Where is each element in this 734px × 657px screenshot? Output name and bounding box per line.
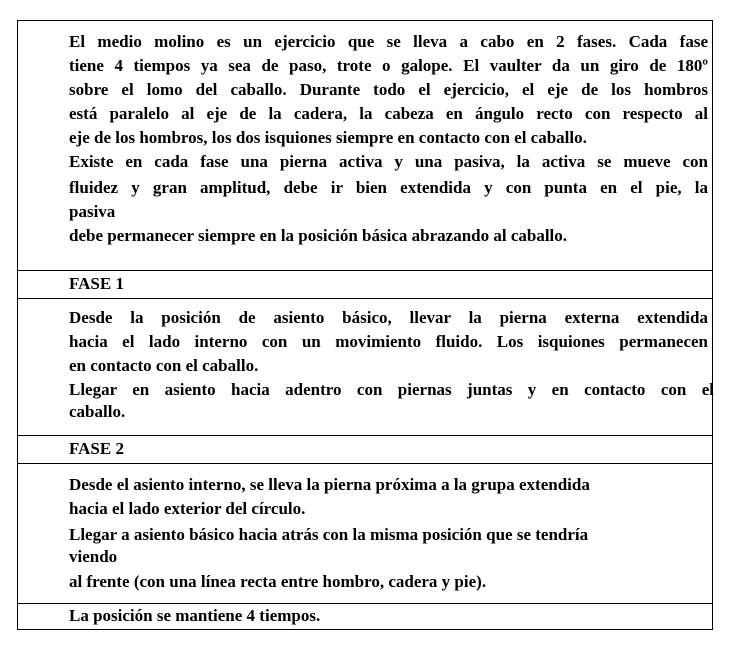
phase2-line-4: viendo	[69, 547, 118, 566]
intro-line-7: fluidez y gran amplitud, debe ir bien extendida y con punta en el pie, la	[69, 178, 708, 197]
intro-line-5: eje de los hombros, los dos isquiones siempre en contacto con el caballo.	[69, 128, 587, 147]
phase2-heading-cell	[18, 436, 712, 464]
closing-cell	[18, 604, 712, 631]
phase2-heading: FASE 2	[69, 439, 124, 458]
phase1-heading-cell	[18, 271, 712, 299]
intro-line-6: Existe en cada fase una pierna activa y una pasiva, la activa se mueve con	[69, 152, 708, 171]
exercise-description-table	[17, 20, 713, 630]
intro-line-8: pasiva	[69, 202, 116, 221]
phase1-line-4: Llegar en asiento hacia adentro con piernas juntas y en contacto con el	[69, 380, 714, 399]
phase2-line-3: Llegar a asiento básico hacia atrás con la misma posición que se tendría	[69, 525, 589, 544]
intro-line-3: sobre el lomo del caballo. Durante todo el ejercicio, el eje de los hombros	[69, 80, 708, 99]
intro-line-2: tiene 4 tiempos ya sea de paso, trote o galope. El vaulter da un giro de 180º	[69, 56, 708, 75]
phase1-heading: FASE 1	[69, 274, 124, 293]
phase1-line-1: Desde la posición de asiento básico, llevar la pierna externa extendida	[69, 308, 708, 327]
phase1-line-2: hacia el lado interno con un movimiento fluido. Los isquiones permanecen	[69, 332, 708, 351]
intro-line-4: está paralelo al eje de la cadera, la cabeza en ángulo recto con respecto al	[69, 104, 708, 123]
intro-line-9: debe permanecer siempre en la posición básica abrazando al caballo.	[69, 226, 568, 245]
intro-line-1: El medio molino es un ejercicio que se lleva a cabo en 2 fases. Cada fase	[69, 32, 708, 51]
phase2-line-5: al frente (con una línea recta entre hombro, cadera y pie).	[69, 572, 487, 591]
phase2-line-2: hacia el lado exterior del círculo.	[69, 499, 306, 518]
phase1-body-cell	[18, 299, 712, 436]
intro-cell	[18, 21, 712, 271]
closing-text: La posición se mantiene 4 tiempos.	[69, 606, 321, 625]
phase1-line-3: en contacto con el caballo.	[69, 356, 259, 375]
phase2-body-cell	[18, 464, 712, 604]
phase2-line-1: Desde el asiento interno, se lleva la pierna próxima a la grupa extendida	[69, 475, 590, 494]
phase1-line-5: caballo.	[69, 402, 126, 421]
